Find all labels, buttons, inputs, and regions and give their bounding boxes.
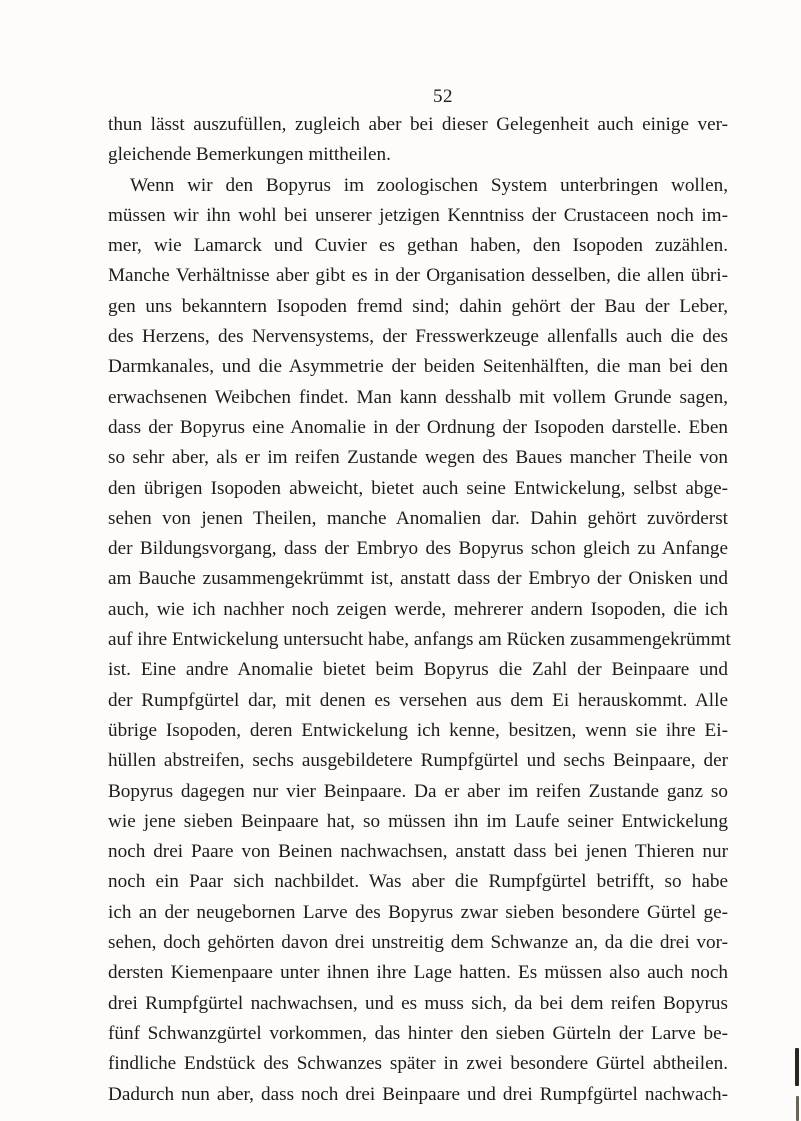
text-line: mer, wie Lamarck und Cuvier es gethan haben, den Isopoden zuzählen. [108, 235, 728, 257]
text-line: gen uns bekanntern Isopoden fremd sind; dahin gehört der Bau der Leber, [108, 295, 728, 317]
text-line: der Rumpfgürtel dar, mit denen es versehen aus dem Ei herauskommt. Alle [108, 689, 728, 711]
text-line: übrige Isopoden, deren Entwickelung ich kenne, besitzen, wenn sie ihre Ei- [108, 719, 728, 741]
text-line: müssen wir ihn wohl bei unserer jetzigen Kenntniss der Crustaceen noch im- [108, 204, 728, 226]
text-line: am Bauche zusammengekrümmt ist, anstatt dass der Embryo der Onisken und [108, 568, 728, 590]
text-line: ist. Eine andre Anomalie bietet beim Bopyrus die Zahl der Beinpaare und [108, 659, 728, 681]
page-edge-mark [796, 1096, 799, 1121]
text-line: auch, wie ich nachher noch zeigen werde, mehrerer andern Isopoden, die ich [108, 598, 728, 620]
text-line: noch ein Paar sich nachbildet. Was aber die Rumpfgürtel betrifft, so habe [108, 871, 728, 893]
text-line: findliche Endstück des Schwanzes später in zwei besondere Gürtel abtheilen. [108, 1053, 728, 1075]
body-text [108, 110, 731, 1110]
text-line: sehen von jenen Theilen, manche Anomalien dar. Dahin gehört zuvörderst [108, 507, 728, 529]
text-line: so sehr aber, als er im reifen Zustande wegen des Baues mancher Theile von [108, 447, 728, 469]
text-line: sehen, doch gehörten davon drei unstreitig dem Schwanze an, da die drei vor- [108, 932, 728, 954]
text-line: dersten Kiemenpaare unter ihnen ihre Lage hatten. Es müssen also auch noch [108, 962, 728, 984]
text-line: der Bildungsvorgang, dass der Embryo des Bopyrus schon gleich zu Anfange [108, 538, 728, 560]
text-line: Dadurch nun aber, dass noch drei Beinpaare und drei Rumpfgürtel nachwach- [108, 1083, 728, 1105]
text-line: fünf Schwanzgürtel vorkommen, das hinter den sieben Gürteln der Larve be- [108, 1022, 728, 1044]
text-line: Wenn wir den Bopyrus im zoologischen System unterbringen wollen, [130, 174, 728, 196]
text-line: wie jene sieben Beinpaare hat, so müssen ihn im Laufe seiner Entwickelung [108, 810, 728, 832]
text-line: des Herzens, des Nervensystems, der Fresswerkzeuge allenfalls auch die des [108, 326, 728, 348]
text-line: thun lässt auszufüllen, zugleich aber bei dieser Gelegenheit auch einige ver- [108, 114, 728, 135]
text-line: drei Rumpfgürtel nachwachsen, und es muss sich, da bei dem reifen Bopyrus [108, 992, 728, 1014]
text-line: Bopyrus dagegen nur vier Beinpaare. Da er aber im reifen Zustande ganz so [108, 780, 728, 802]
text-line: ich an der neugebornen Larve des Bopyrus zwar sieben besondere Gürtel ge- [108, 901, 728, 923]
text-line: hüllen abstreifen, sechs ausgebildetere Rumpfgürtel und sechs Beinpaare, der [108, 750, 728, 772]
text-line: auf ihre Entwickelung untersucht habe, anfangs am Rücken zusammengekrümmt [108, 629, 731, 651]
text-line: Manche Verhältnisse aber gibt es in der Organisation desselben, die allen übri- [108, 265, 728, 287]
text-line: erwachsenen Weibchen findet. Man kann desshalb mit vollem Grunde sagen, [108, 386, 728, 408]
page-number: 52 [433, 86, 453, 107]
text-line: den übrigen Isopoden abweicht, bietet auch seine Entwickelung, selbst abge- [108, 477, 728, 499]
text-line: dass der Bopyrus eine Anomalie in der Ordnung der Isopoden darstelle. Eben [108, 416, 728, 438]
text-line: Darmkanales, und die Asymmetrie der beiden Seitenhälften, die man bei den [108, 356, 728, 378]
text-line: gleichende Bemerkungen mittheilen. [108, 144, 391, 166]
page-edge-mark [795, 1048, 799, 1086]
text-line: noch drei Paare von Beinen nachwachsen, anstatt dass bei jenen Thieren nur [108, 841, 728, 863]
